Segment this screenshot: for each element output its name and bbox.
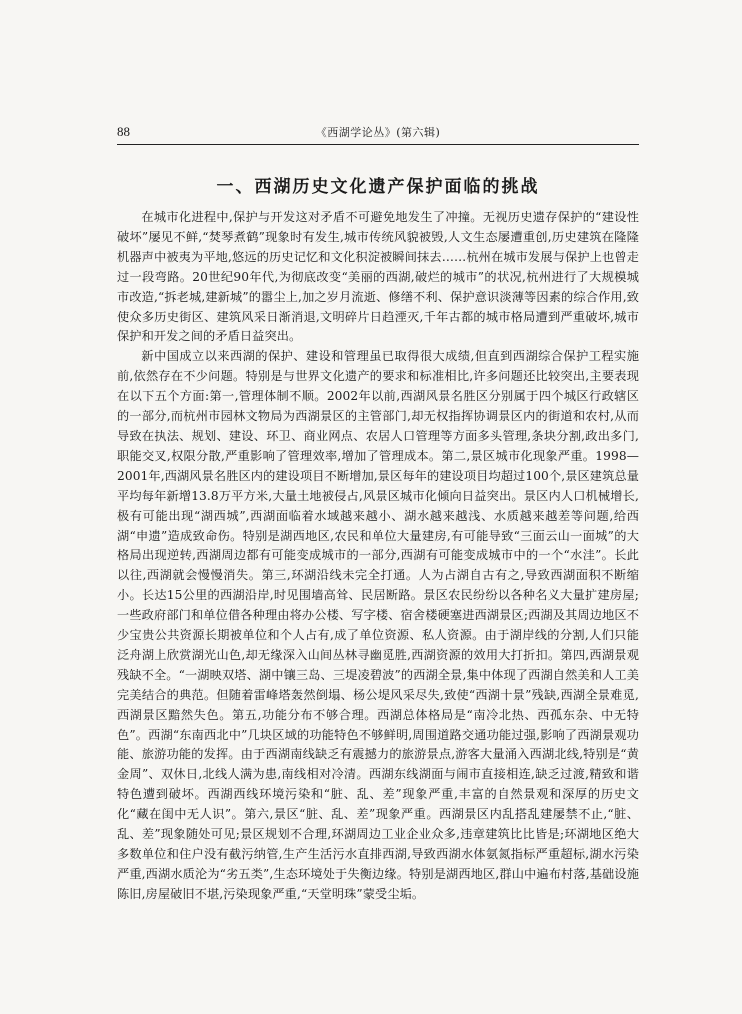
page-number: 88 (117, 124, 130, 139)
journal-title: 《西湖学论丛》(第六辑) (315, 126, 441, 139)
paragraph-2: 新中国成立以来西湖的保护、建设和管理虽已取得很大成绩,但直到西湖综合保护工程实施前,依然存在不少问题。特别是与世界文化遗产的要求和标准相比,许多问题还比较突出,主要表现在以下五个方面:第一,管理体制不顺。2002年以前,西湖风景名胜区分别属于四个城区行政辖区的一部分,而杭州市园林文物局为西湖景区的主管部门,却无权指挥协调景区内的街道和农村,从而导致在执法、规划、建设、环卫、商业网点、农居人口管理等方面多头管理,条块分割,政出多门,职能交叉,权限分散,严重影响了管理效率,增加了管理成本。第二,景区城市化现象严重。1998—2001年,西湖风景名胜区内的建设项目不断增加,景区每年的建设项目均超过100个,景区建筑总量平均每年新增13.8万平方米,大量土地被侵占,风景区城市化倾向日益突出。景区内人口机械增长,极有可能出现“湖西城”,西湖面临着水域越来越小、湖水越来越浅、水质越来越差等问题,给西湖“申遗”造成致命伤。特别是湖西地区,农民和单位大量建房,有可能导致“三面云山一面城”的大格局出现逆转,西湖周边都有可能变成城市的一部分,西湖有可能变成城市中的一个“水洼”。长此以往,西湖就会慢慢消失。第三,环湖沿线未完全打通。人为占湖自古有之,导致西湖面积不断缩小。长达15公里的西湖沿岸,时见围墙高耸、民居断路。景区农民纷纷以各种名义大量扩建房屋;一些政府部门和单位借各种理由将办公楼、写字楼、宿舍楼硬塞进西湖景区;西湖及其周边地区不少宝贵公共资源长期被单位和个人占有,成了单位资源、私人资源。由于湖岸线的分割,人们只能泛舟湖上欣赏湖光山色,却无缘深入山间丛林寻幽觅胜,西湖资源的效用大打折扣。第四,西湖景观残缺不全。“一湖映双塔、湖中镶三岛、三堤凌碧波”的西湖全景,集中体现了西湖自然美和人工美完美结合的典范。但随着雷峰塔轰然倒塌、杨公堤风采尽失,致使“西湖十景”残缺,西湖全景难觅,西湖景区黯然失色。第五,功能分布不够合理。西湖总体格局是“南冷北热、西孤东杂、中无特色”。西湖“东南西北中”几块区域的功能特色不够鲜明,周围道路交通功能过强,影响了西湖景观功能、旅游功能的发挥。由于西湖南线缺乏有震撼力的旅游景点,游客大量涌入西湖北线,特别是“黄金周”、双休日,北线人满为患,南线相对冷清。西湖东线湖面与闹市直接相连,缺乏过渡,精致和谐特色遭到破坏。西湖西线环境污染和“脏、乱、差”现象严重,丰富的自然景观和深厚的历史文化“藏在闺中无人识”。第六,景区“脏、乱、差”现象严重。西湖景区内乱搭乱建屡禁不止,“脏、乱、差”现象随处可见;景区规划不合理,环湖周边工业企业众多,违章建筑比比皆是;环湖地区绝大多数单位和住户没有截污纳管,生产生活污水直排西湖,导致西湖水体氨氮指标严重超标,湖水污染严重,西湖水质沦为“劣五类”,生态环境处于失衡边缘。特别是湖西地区,群山中遍布村落,基础设施陈旧,房屋破旧不堪,污染现象严重,“天堂明珠”蒙受尘垢。 (117, 349, 639, 901)
section-title: 一、西湖历史文化遗产保护面临的挑战 (216, 177, 540, 197)
running-head (117, 124, 639, 142)
paragraph-1: 在城市化进程中,保护与开发这对矛盾不可避免地发生了冲撞。无视历史遗存保护的“建设性破坏”屡见不鲜,“焚琴煮鹤”现象时有发生,城市传统风貌被毁,人文生态屡遭重创,历史建筑在隆隆机器声中被夷为平地,悠远的历史记忆和文化积淀被瞬间抹去……杭州在城市发展与保护上也曾走过一段弯路。20世纪90年代,为彻底改变“美丽的西湖,破烂的城市”的状况,杭州进行了大规模城市改造,“拆老城,建新城”的嚣尘上,加之岁月流逝、修缮不利、保护意识淡薄等因素的综合作用,致使众多历史街区、建筑风采日渐消退,文明碎片日趋湮灭,千年古都的城市格局遭到严重破坏,城市保护和开发之间的矛盾日益突出。 (117, 210, 639, 344)
body-text (117, 208, 639, 905)
header-rule (117, 144, 639, 145)
